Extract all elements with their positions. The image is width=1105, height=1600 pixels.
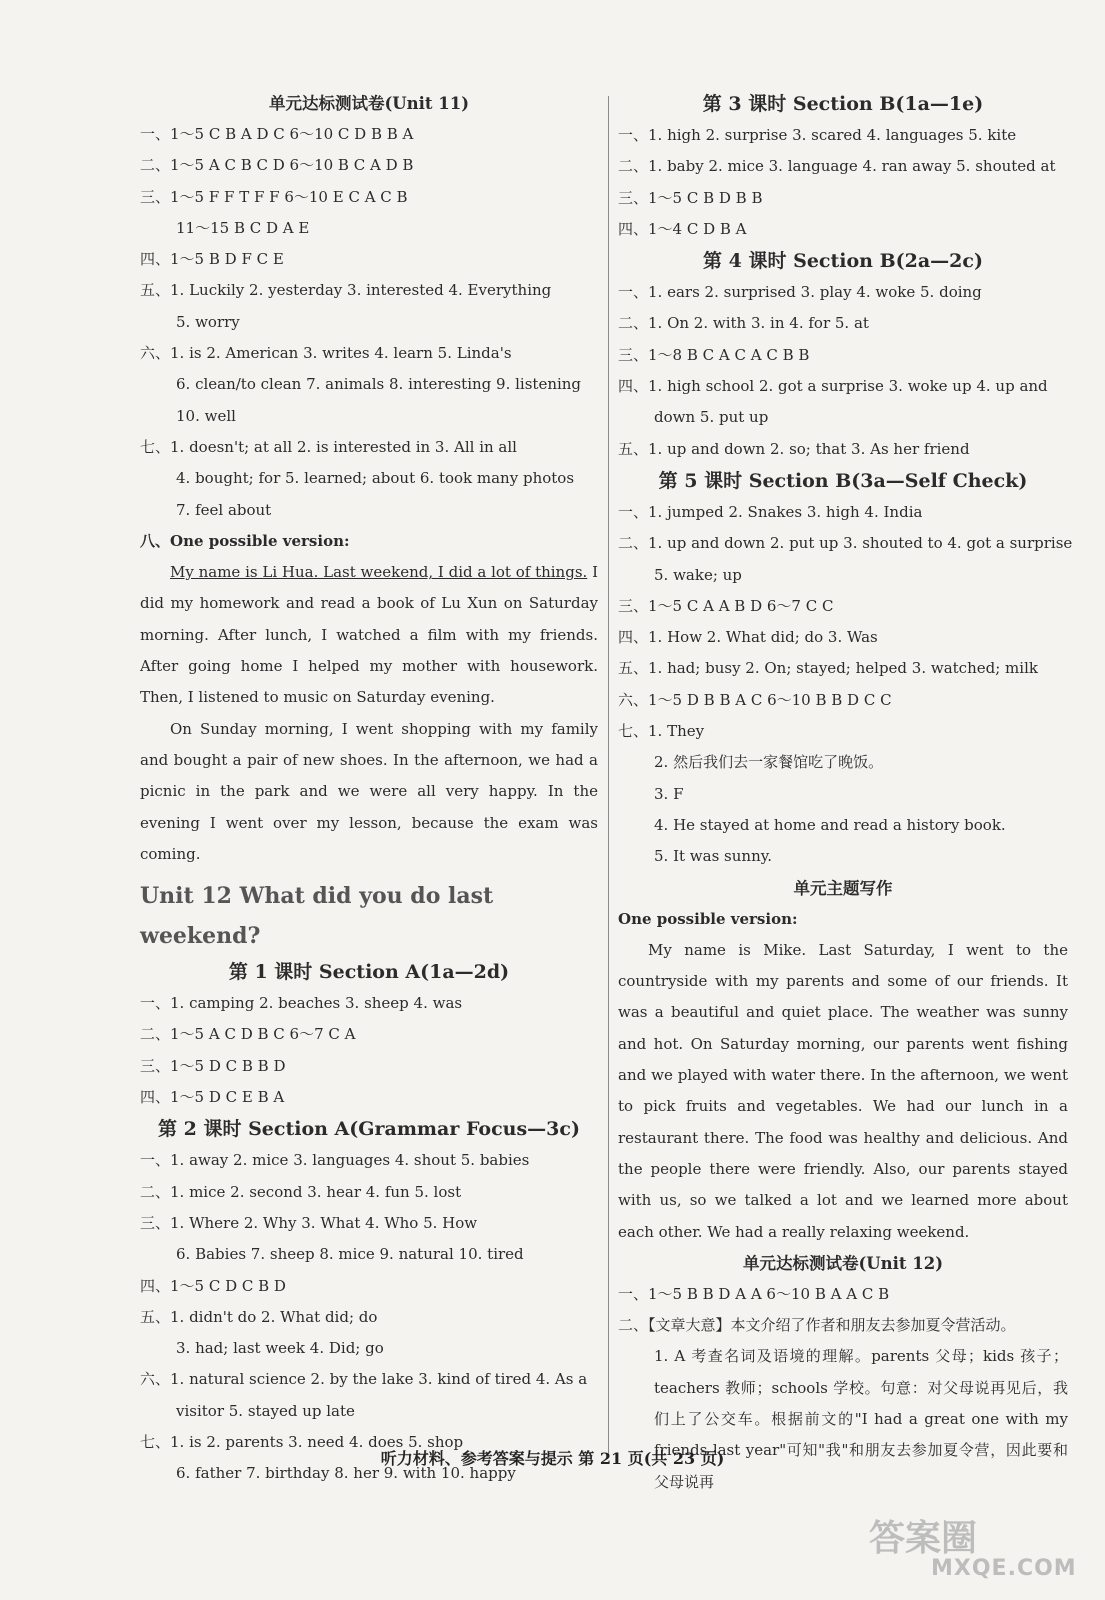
answer-line: 六、1～5 D B B A C 6～10 B B D C C [618,690,892,709]
answer-line-continued: 10. well [176,406,236,425]
answer-line: 二、1. baby 2. mice 3. language 4. ran away 5. shouted at [618,157,1056,176]
answer-line-continued: 6. clean/to clean 7. animals 8. interesting 9. listening [176,375,582,394]
section-title: 单元达标测试卷(Unit 11) [268,94,470,113]
answer-line-continued: 6. father 7. birthday 8. her 9. with 10. happy [176,1464,516,1483]
section-title: 单元主题写作 [793,878,893,898]
answer-label: One possible version: [618,909,798,928]
answer-line: 二、【文章大意】本文介绍了作者和朋友去参加夏令营活动。 [618,1316,1016,1335]
lesson-heading: 第 4 课时 Section B(2a—2c) [703,250,983,273]
answer-line-continued: 4. bought; for 5. learned; about 6. took many photos [176,469,575,488]
answer-line-continued: visitor 5. stayed up late [176,1401,355,1420]
answer-line: 三、1～5 D C B B D [140,1056,286,1075]
answer-line-continued: down 5. put up [654,408,769,427]
right-column [618,88,1073,1498]
answer-line: 三、1～5 F F T F F 6～10 E C A C B [140,187,408,206]
answer-line-continued: 6. Babies 7. sheep 8. mice 9. natural 10. tired [176,1245,524,1264]
answer-line-continued: 3. F [654,784,684,803]
answer-label: 八、One possible version: [140,531,350,550]
paragraph-text: I did my homework and read a book of Lu Xun on Saturday morning. After lunch, I watched a film with my friends. After going home I helped my mother with housework. Then, I listened to music on Saturday evening. [140,563,598,707]
unit-heading: Unit 12 What did you do last weekend? [140,883,494,950]
lesson-heading: 第 1 课时 Section A(1a—2d) [228,961,510,984]
answer-line: 六、1. natural science 2. by the lake 3. kind of tired 4. As a [140,1370,588,1389]
answer-line: 七、1. They [618,722,705,741]
lesson-heading: 第 2 课时 Section A(Grammar Focus—3c) [158,1118,580,1141]
answer-line: 二、1～5 A C D B C 6～7 C A [140,1025,356,1044]
section-title: 单元达标测试卷(Unit 12) [742,1253,944,1273]
answer-line-continued: 7. feel about [176,500,272,519]
answer-line: 一、1～5 B B D A A 6～10 B A A C B [618,1284,890,1303]
column-divider [608,96,609,1456]
answer-line-continued: 5. worry [176,312,240,331]
answer-line: 四、1～4 C D B A [618,219,747,238]
answer-line: 五、1. up and down 2. so; that 3. As her friend [618,439,970,458]
watermark-mark: 答案圈 [869,1518,978,1559]
answer-line: 四、1～5 D C E B A [140,1088,285,1107]
watermark-logo [861,1508,1091,1588]
sample-essay-paragraph [140,557,598,713]
answer-line: 三、1～8 B C A C A C B B [618,345,810,364]
answer-line-continued: 4. He stayed at home and read a history book. [654,815,1006,834]
answer-explanation: 1. A 考查名词及语境的理解。parents 父母；kids 孩子；teachers 教师；schools 学校。句意：对父母说再见后，我们上了公交车。根据前文的"I had a great one with my friends last year"可知"我"和朋友去参加夏令营，因此要和父母说再 [654,1347,1068,1491]
answer-line-continued: 2. 然后我们去一家餐馆吃了晚饭。 [654,753,884,772]
answer-line: 三、1. Where 2. Why 3. What 4. Who 5. How [140,1213,478,1232]
answer-line: 七、1. is 2. parents 3. need 4. does 5. shop [140,1432,464,1451]
answer-line: 五、1. had; busy 2. On; stayed; helped 3. watched; milk [618,659,1038,678]
answer-line-continued: 5. It was sunny. [654,847,772,866]
page-footer: 听力材料、参考答案与提示 第 21 页(共 23 页) [380,1449,725,1468]
answer-line: 二、1. mice 2. second 3. hear 4. fun 5. lost [140,1182,462,1201]
left-column [140,88,598,1490]
answer-line-continued: 11～15 B C D A E [176,218,310,237]
underlined-sentence: My name is Li Hua. Last weekend, I did a lot of things. [170,563,588,582]
answer-line: 五、1. didn't do 2. What did; do [140,1307,378,1326]
answer-line: 五、1. Luckily 2. yesterday 3. interested 4. Everything [140,281,552,300]
watermark-url: MXQE.COM [931,1556,1077,1581]
answer-line: 二、1～5 A C B C D 6～10 B C A D B [140,156,414,175]
sample-essay-paragraph: On Sunday morning, I went shopping with my family and bought a pair of new shoes. In the afternoon, we had a picnic in the park and we were all very happy. In the evening I went over my lesson, because the exam was coming. [140,719,598,863]
lesson-heading: 第 3 课时 Section B(1a—1e) [702,93,984,115]
answer-line: 三、1～5 C A A B D 6～7 C C [618,596,834,615]
answer-line: 一、1. away 2. mice 3. languages 4. shout 5. babies [140,1151,530,1170]
answer-line: 一、1. camping 2. beaches 3. sheep 4. was [140,994,463,1013]
answer-line-continued: 5. wake; up [654,565,742,584]
answer-line: 六、1. is 2. American 3. writes 4. learn 5. Linda's [140,344,512,363]
answer-line: 一、1～5 C B A D C 6～10 C D B B A [140,125,414,143]
answer-line: 二、1. up and down 2. put up 3. shouted to 4. got a surprise [618,534,1073,553]
lesson-heading: 第 5 课时 Section B(3a—Self Check) [658,469,1028,492]
answer-line: 四、1～5 C D C B D [140,1276,286,1295]
answer-line: 二、1. On 2. with 3. in 4. for 5. at [618,314,869,333]
answer-line: 七、1. doesn't; at all 2. is interested in 3. All in all [140,437,517,456]
answer-line: 四、1. high school 2. got a surprise 3. woke up 4. up and [618,377,1048,396]
sample-essay-paragraph: My name is Mike. Last Saturday, I went to the countryside with my parents and some of our friends. It was a beautiful and quiet place. The weather was sunny and hot. On Saturday morning, our parents went fishing and we played with water there. In the afternoon, we went to pick fruits and vegetables. We had our lunch in a restaurant there. The food was healthy and delicious. And the people there were friendly. Also, our parents stayed with us, so we talked a lot and we learned more about each other. We had a really relaxing weekend. [618,940,1068,1241]
answer-line: 四、1～5 B D F C E [140,250,284,269]
answer-line: 三、1～5 C B D B B [618,188,763,207]
answer-line: 一、1. jumped 2. Snakes 3. high 4. India [618,502,923,521]
answer-line: 四、1. How 2. What did; do 3. Was [618,628,878,647]
answer-line: 一、1. ears 2. surprised 3. play 4. woke 5. doing [618,283,982,302]
answer-line: 一、1. high 2. surprise 3. scared 4. languages 5. kite [618,126,1017,144]
answer-line-continued: 3. had; last week 4. Did; go [176,1339,384,1358]
